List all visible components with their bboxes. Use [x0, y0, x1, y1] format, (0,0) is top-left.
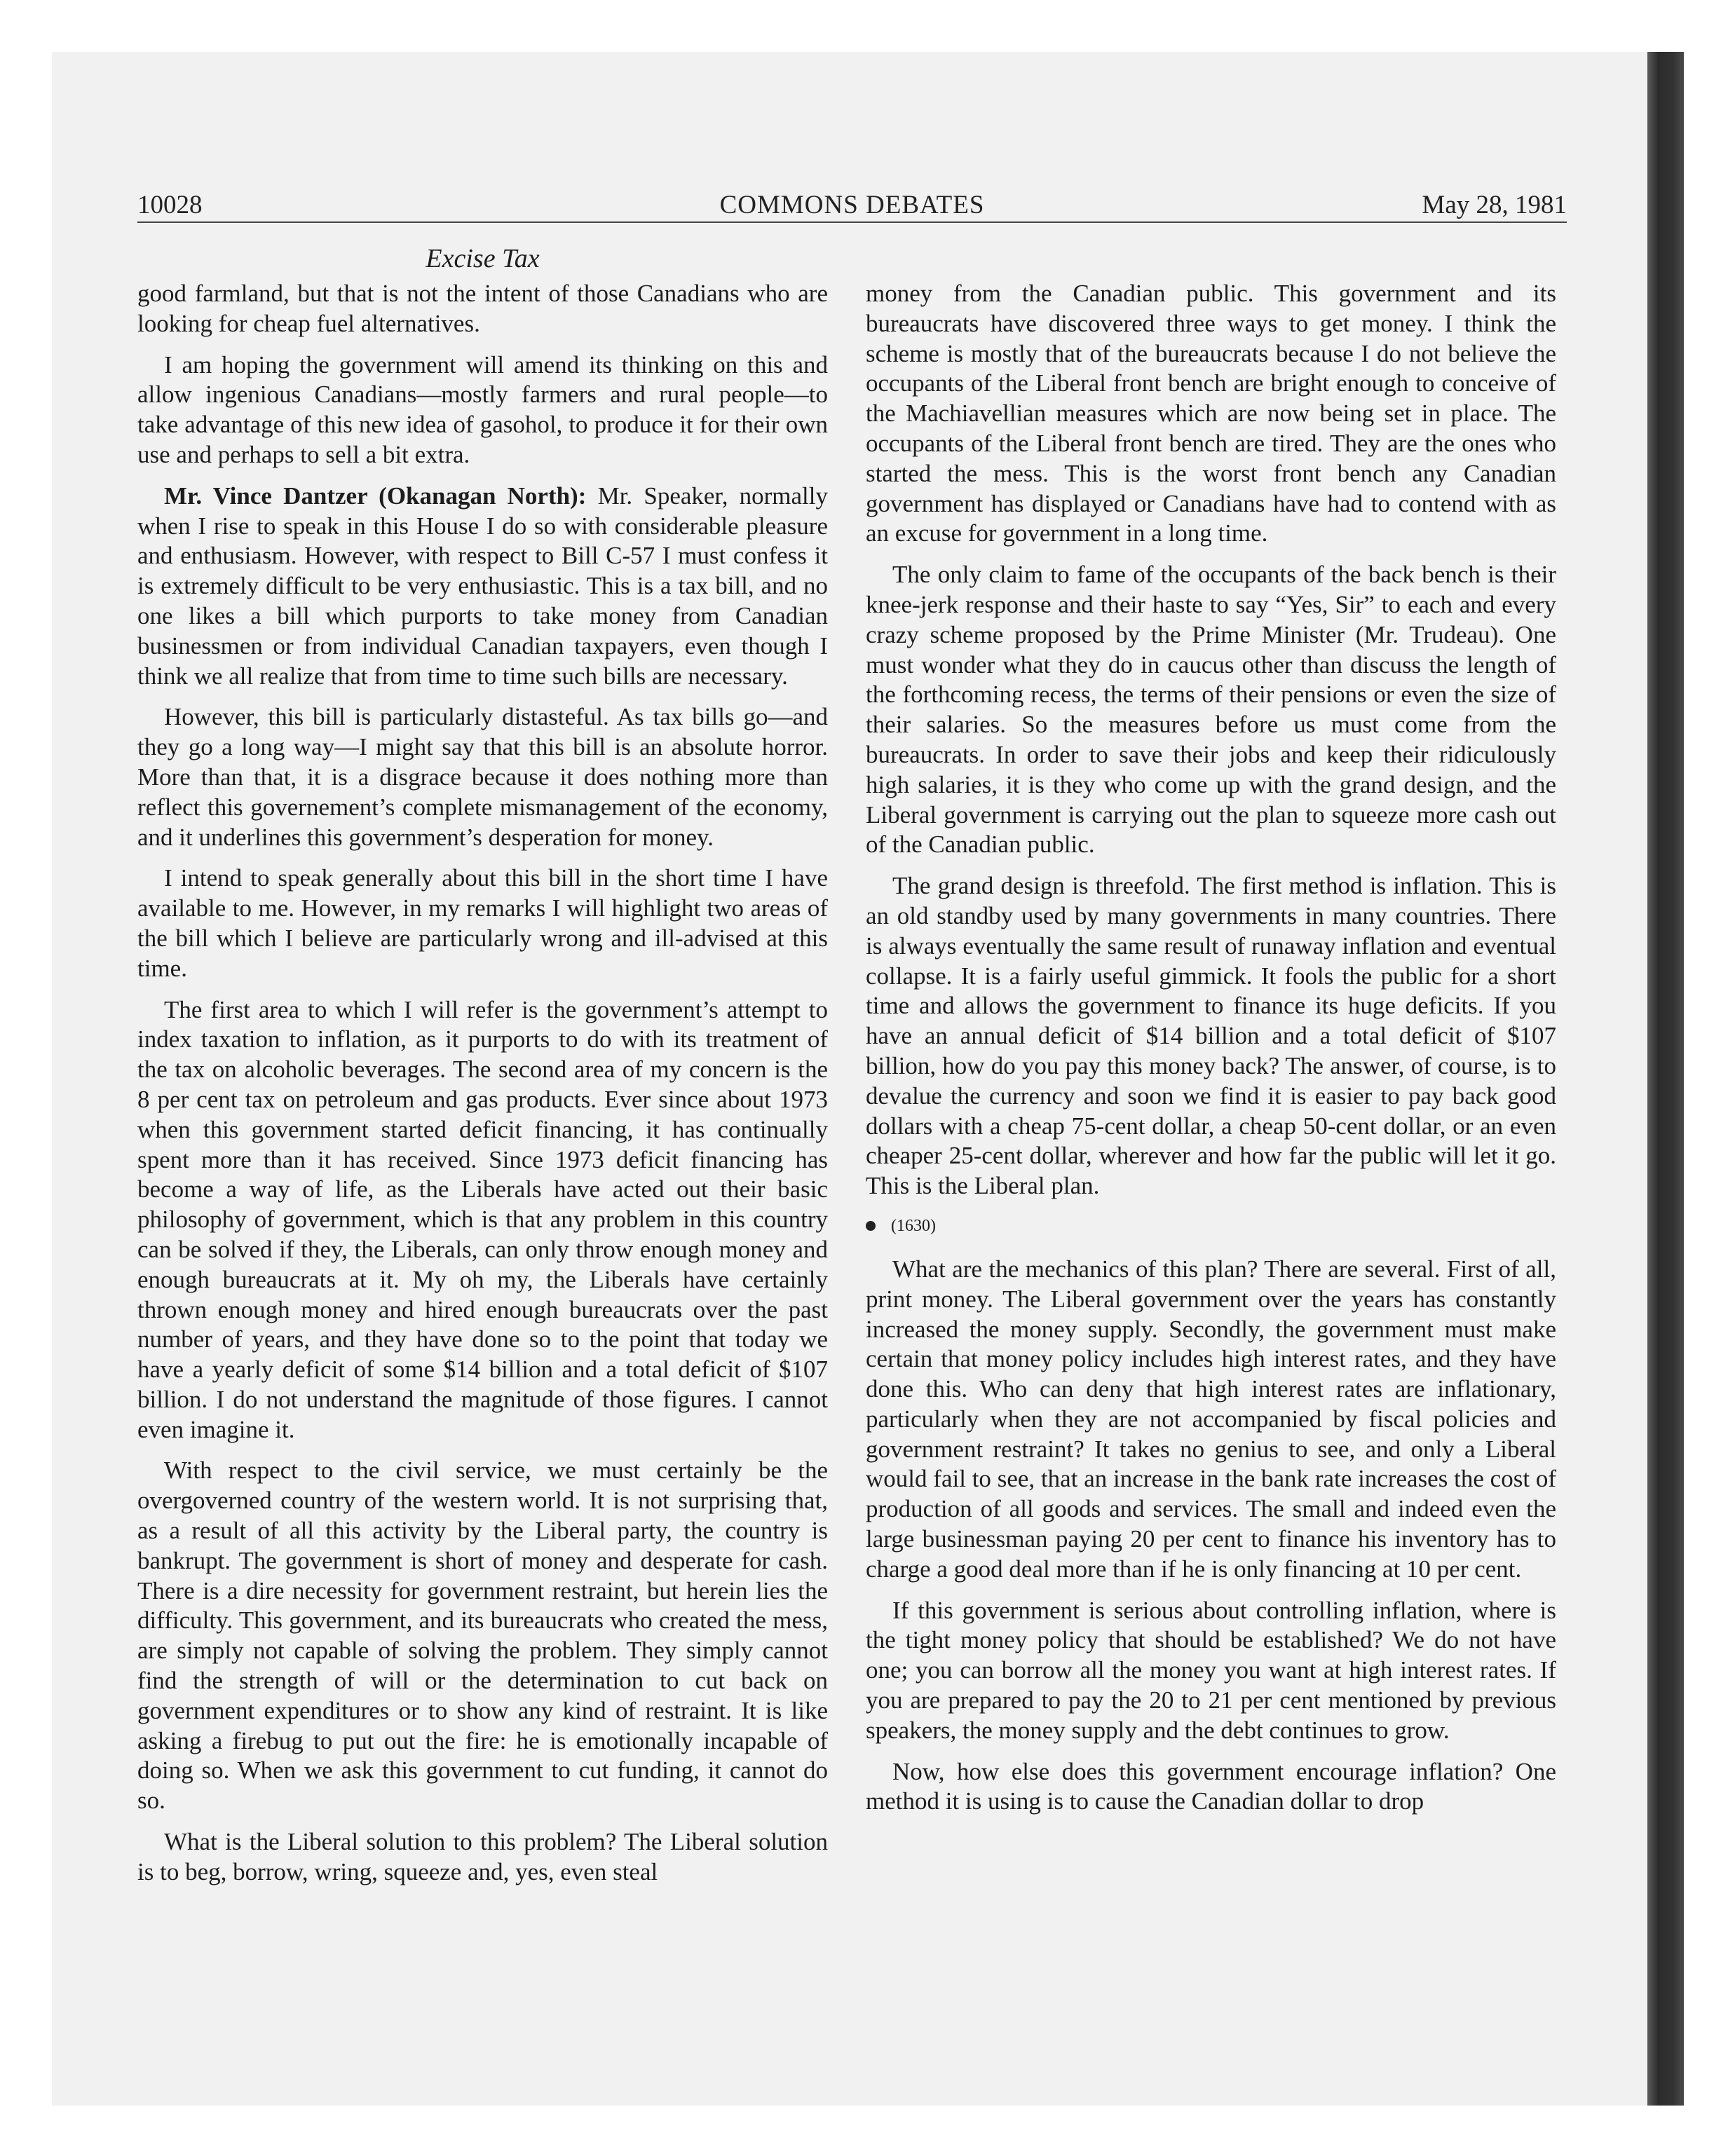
left-column [137, 279, 828, 1899]
bullet-dot-icon [866, 1221, 876, 1231]
paragraph: Now, how else does this government encourage inflation? One method it is using is to cause the Canadian dollar to drop [866, 1757, 1556, 1815]
paragraph: money from the Canadian public. This government and its bureaucrats have discovered three ways to get money. I think the scheme is mostly that of the bureaucrats because I do not believe the occupants of the Liberal front bench are bright enough to conceive of the Machiavellian measures which are now being set in place. The occupants of the Liberal front bench are tired. They are the ones who started the mess. This is the worst front bench any Canadian government has displayed or Canadians have had to contend with as an excuse for government in a long time. [866, 280, 1556, 547]
time-marker-label: (1630) [891, 1216, 936, 1235]
paragraph: What are the mechanics of this plan? There are several. First of all, print money. The Liberal government over the years has constantly increased the money supply. Secondly, the government must make certain that money policy includes high interest rates, and they have done this. Who can deny that high interest rates are inflationary, particularly when they are not accompanied by fiscal policies and government restraint? It takes no genius to see, and only a Liberal would fail to see, that an increase in the bank rate increases the cost of production of all goods and services. The small and indeed even the large businessman paying 20 per cent to finance his inventory has to charge a good deal more than if he is only financing at 10 per cent. [866, 1255, 1556, 1583]
right-column [866, 279, 1556, 1828]
paragraph: The only claim to fame of the occupants of the back bench is their knee-jerk response and their haste to say “Yes, Sir” to each and every crazy scheme proposed by the Prime Minister (Mr. Trudeau). One must wonder what they do in caucus other than discuss the length of the forthcoming recess, the terms of their pensions or even the size of their salaries. So the measures before us must come from the bureaucrats. In order to save their jobs and keep their ridiculously high salaries, it is they who come up with the grand design, and the Liberal government is carrying out the plan to squeeze more cash out of the Canadian public. [866, 561, 1556, 859]
time-marker [866, 1215, 1556, 1236]
section-title: Excise Tax [426, 244, 540, 273]
paragraph: However, this bill is particularly distasteful. As tax bills go—and they go a long way—I might say that this bill is an absolute horror. More than that, it is a disgrace because it does nothing more than reflect this governement’s complete mismanagement of the economy, and it underlines this government’s desperation for money. [137, 703, 828, 851]
paragraph: The first area to which I will refer is the government’s attempt to index taxation to inflation, as it purports to do with its treatment of the tax on alcoholic beverages. The second area of my concern is the 8 per cent tax on petroleum and gas products. Ever since about 1973 when this government started deficit financing, it has continually spent more than it has received. Since 1973 deficit financing has become a way of life, as the Liberals have acted out their basic philosophy of government, which is that any problem in this country can be solved if they, the Liberals, can only throw enough money and enough bureaucrats at it. My oh my, the Liberals have certainly thrown enough money and hired enough bureaucrats over the past number of years, and they have done so to the point that today we have a yearly deficit of some $14 billion and a total deficit of $107 billion. I do not understand the magnitude of those figures. I cannot even imagine it. [137, 995, 828, 1443]
publication-title: COMMONS DEBATES [719, 191, 985, 219]
publication-date: May 28, 1981 [1422, 191, 1567, 219]
paragraph: good farmland, but that is not the intent of those Canadians who are looking for cheap fuel alternatives. [137, 280, 828, 337]
paragraph: With respect to the civil service, we must certainly be the overgoverned country of the western world. It is not surprising that, as a result of all this activity by the Liberal party, the country is bankrupt. The government is short of money and desperate for cash. There is a dire necessity for government restraint, but herein lies the difficulty. This government, and its bureaucrats who created the mess, are simply not capable of solving the problem. They simply cannot find the strength of will or the determination to cut back on government expenditures or to show any kind of restraint. It is like asking a firebug to put out the fire: he is emotionally incapable of doing so. When we ask this government to cut funding, it cannot do so. [137, 1456, 828, 1815]
page-header [137, 188, 1567, 223]
speech-paragraph: Mr. Vince Dantzer (Okanagan North): Mr. Speaker, normally when I rise to speak in this House I do so with considerable pleasure and enthusiasm. However, with respect to Bill C-57 I must confess it is extremely difficult to be very enthusiastic. This is a tax bill, and no one likes a bill which purports to take money from Canadian businessmen or from individual Canadian taxpayers, even though I think we all realize that from time to time such bills are necessary. [137, 482, 828, 690]
page-number: 10028 [137, 191, 203, 219]
paragraph: What is the Liberal solution to this problem? The Liberal solution is to beg, borrow, wring, squeeze and, yes, even steal [137, 1828, 828, 1885]
paragraph: I am hoping the government will amend its thinking on this and allow ingenious Canadians—mostly farmers and rural people—to take advantage of this new idea of gasohol, to produce it for their own use and perhaps to sell a bit extra. [137, 350, 828, 468]
paragraph: I intend to speak generally about this bill in the short time I have available to me. However, in my remarks I will highlight two areas of the bill which I believe are particularly wrong and ill-advised at this time. [137, 864, 828, 982]
page-binding-edge [1647, 52, 1684, 2106]
paragraph: The grand design is threefold. The first method is inflation. This is an old standby used by many governments in many countries. There is always eventually the same result of runaway inflation and eventual collapse. It is a fairly useful gimmick. It fools the public for a short time and allows the government to finance its huge deficits. If you have an annual deficit of $14 billion and a total deficit of $107 billion, how do you pay this money back? The answer, of course, is to devalue the currency and soon we find it is easier to pay back good dollars with a cheap 75-cent dollar, a cheap 50-cent dollar, or an even cheaper 25-cent dollar, wherever and how far the public will let it go. This is the Liberal plan. [866, 872, 1556, 1200]
speaker-name: Mr. Vince Dantzer (Okanagan North): [164, 482, 587, 510]
header-rule [137, 221, 1567, 223]
paragraph: If this government is serious about controlling inflation, where is the tight money policy that should be established? We do not have one; you can borrow all the money you want at high interest rates. If you are prepared to pay the 20 to 21 per cent mentioned by previous speakers, the money supply and the debt continues to grow. [866, 1596, 1556, 1744]
